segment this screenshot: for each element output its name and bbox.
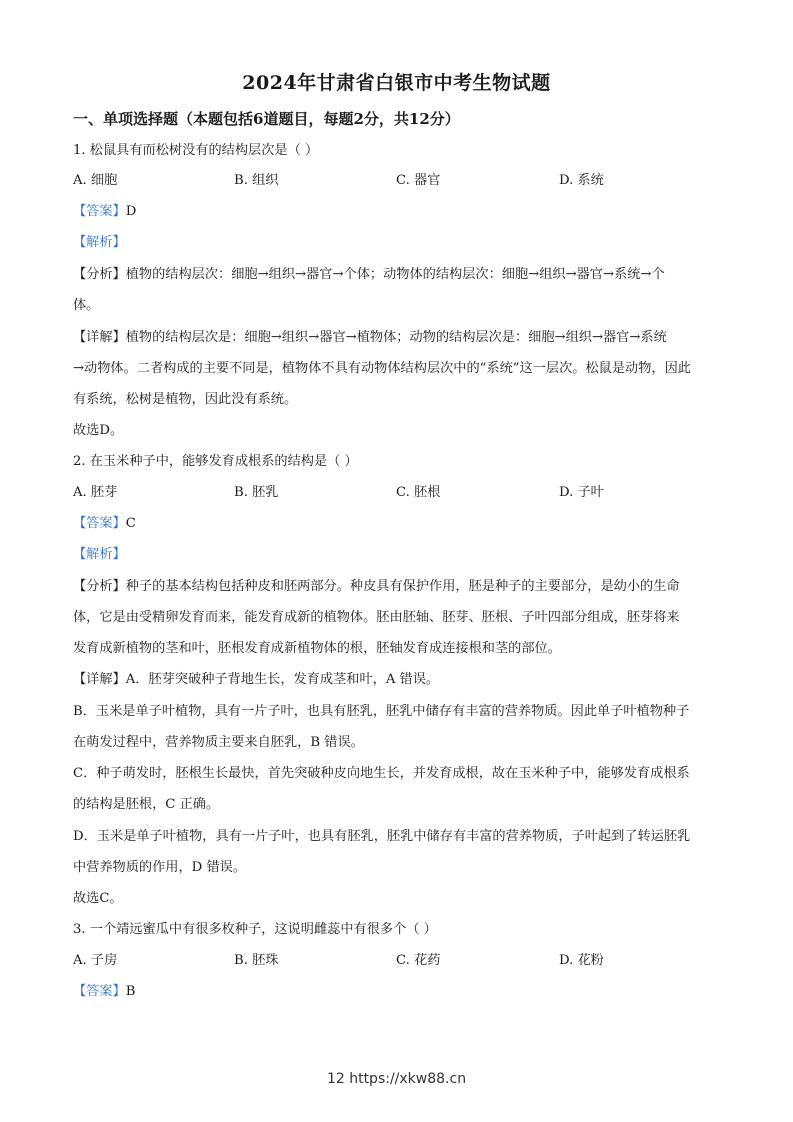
question-3-options — [73, 952, 723, 970]
fenxi-tag: 【分析】 — [73, 267, 126, 282]
question-3-stem: 3. 一个靖远蜜瓜中有很多枚种子，这说明雌蕊中有很多个（ ） — [73, 922, 437, 937]
xiangjie-line: D．玉米是单子叶植物，具有一片子叶，也具有胚乳，胚乳中储存有丰富的营养物质，子叶起到了转运胚乳 — [73, 829, 691, 844]
option-a: A. 细胞 — [73, 173, 118, 188]
option-d: D. 花粉 — [559, 953, 604, 968]
option-c: C. 花药 — [396, 953, 441, 968]
option-d: D. 系统 — [559, 173, 604, 188]
answer-value: D — [125, 204, 137, 219]
question-2-options — [73, 484, 723, 502]
question-2-stem: 2. 在玉米种子中，能够发育成根系的结构是（ ） — [73, 454, 358, 469]
question-1-stem: 1. 松鼠具有而松树没有的结构层次是（ ） — [73, 143, 319, 158]
xiangjie-line: 在萌发过程中，营养物质主要来自胚乳，B 错误。 — [73, 735, 364, 750]
fenxi-line: 【分析】植物的结构层次：细胞→组织→器官→个体；动物体的结构层次：细胞→组织→器官→系统→个 — [73, 267, 665, 282]
xiangjie-line: C．种子萌发时，胚根生长最快，首先突破种皮向地生长，并发育成根，故在玉米种子中，能够发育成根系 — [73, 766, 690, 781]
xiangjie-line: 的结构是胚根，C 正确。 — [73, 797, 220, 812]
xiangjie-line: 【详解】A．胚芽突破种子背地生长，发育成茎和叶，A 错误。 — [73, 672, 440, 687]
fenxi-line: 体，它是由受精卵发育而来，能发育成新的植物体。胚由胚轴、胚芽、胚根、子叶四部分组成，胚芽将来 — [73, 610, 680, 625]
answer-tag: 【答案】 — [73, 204, 126, 219]
option-a: A. 子房 — [73, 953, 118, 968]
xiangjie-tag: 【详解】 — [73, 672, 126, 687]
answer-line — [73, 515, 136, 533]
answer-line — [73, 983, 135, 1001]
xiangjie-line: 有系统，松树是植物，因此没有系统。 — [73, 392, 298, 407]
xiangjie-line: 【详解】植物的结构层次是：细胞→组织→器官→植物体；动物的结构层次是：细胞→组织→器官→系统 — [73, 330, 667, 345]
answer-tag: 【答案】 — [73, 984, 126, 999]
section-heading: 一、单项选择题（本题包括6道题目，每题2分，共12分） — [73, 110, 460, 128]
xiangjie-line: B．玉米是单子叶植物，具有一片子叶，也具有胚乳，胚乳中储存有丰富的营养物质。因此单子叶植物种子 — [73, 704, 690, 719]
answer-tag: 【答案】 — [73, 516, 126, 531]
fenxi-line: 发育成新植物的茎和叶，胚根发育成新植物体的根，胚轴发育成连接根和茎的部位。 — [73, 641, 561, 656]
option-a: A. 胚芽 — [73, 485, 118, 500]
option-b: B. 胚珠 — [234, 953, 279, 968]
conclusion: 故选C。 — [73, 891, 123, 906]
xiangjie-line: →动物体。二者构成的主要不同是，植物体不具有动物体结构层次中的“系统”这一层次。松鼠是动物，因此 — [73, 361, 691, 376]
page-footer: 12 https://xkw88.cn — [326, 1071, 467, 1087]
fenxi-line: 体。 — [73, 298, 100, 313]
question-1-options — [73, 172, 723, 190]
option-c: C. 器官 — [396, 173, 441, 188]
option-c: C. 胚根 — [396, 485, 441, 500]
xiangjie-tag: 【详解】 — [73, 330, 126, 345]
answer-value: B — [125, 984, 136, 999]
conclusion: 故选D。 — [73, 423, 124, 438]
answer-line — [73, 203, 136, 221]
fenxi-tag: 【分析】 — [73, 579, 126, 594]
option-d: D. 子叶 — [559, 485, 604, 500]
fenxi-line: 【分析】种子的基本结构包括种皮和胚两部分。种皮具有保护作用，胚是种子的主要部分，是幼小的生命 — [73, 579, 680, 594]
option-b: B. 组织 — [234, 173, 279, 188]
option-b: B. 胚乳 — [234, 485, 279, 500]
answer-value: C — [125, 516, 136, 531]
analysis-tag: 【解析】 — [73, 235, 126, 250]
analysis-tag: 【解析】 — [73, 547, 126, 562]
page-title: 2024年甘肃省白银市中考生物试题 — [242, 72, 551, 94]
xiangjie-line: 中营养物质的作用，D 错误。 — [73, 860, 247, 875]
